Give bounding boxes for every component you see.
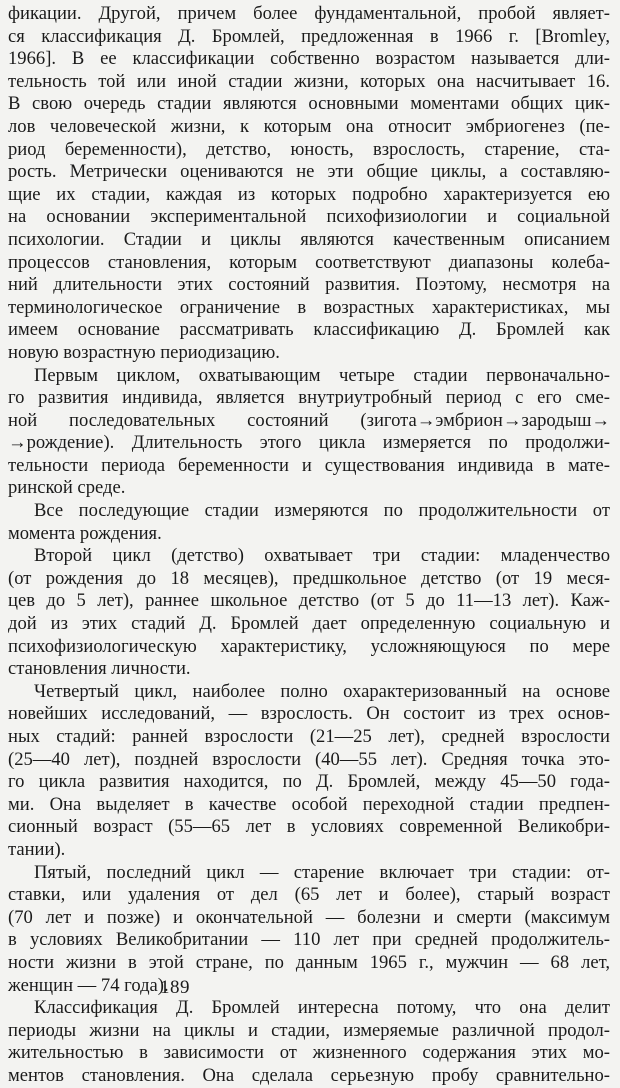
paragraph [8,681,610,862]
text-line: в условиях Великобритании — 110 лет при средней продолжитель- [8,929,610,951]
text-line: ринской среде. [8,477,126,499]
text-line: на основании экспериментальной психофизиологии и социальной [8,206,610,228]
text-line: тельности периода беременности и существования индивида в мате- [8,454,610,476]
page-number: 189 [160,977,190,998]
text-line: ся классификация Д. Бромлей, предложенная в 1966 г. [Bromley, [8,25,610,47]
text-line: новейших исследований, — взрослость. Он состоит из трех основ- [8,703,610,725]
paragraph [8,365,610,501]
paragraph [8,545,610,681]
text-line: Пятый, последний цикл — старение включает три стадии: от- [34,861,610,883]
text-line: (от рождения до 18 месяцев), предшкольное детство (от 19 меся- [8,567,610,589]
text-line: ной последовательных состояний (зигота→эмбрион→зародыш→ [8,409,610,431]
text-line: ментов становления. Она сделала серьезную пробу сравнительно- [8,1064,610,1086]
text-line: рость. Метрически оцениваются не эти общие циклы, а составляю- [8,161,610,183]
text-line: 1966]. В ее классификации собственно возрастом называется дли- [8,48,610,70]
text-line: риод беременности), детство, юность, взрослость, старение, ста- [8,138,610,160]
text-line: В свою очередь стадии являются основными моментами общих цик- [8,93,610,115]
text-line: Первым циклом, охватывающим четыре стадии первоначально- [34,364,610,386]
text-line: фикации. Другой, причем более фундаментальной, пробой являет- [8,3,610,24]
paragraph [8,3,610,365]
text-line: периоды жизни на циклы и стадии, измеряемые различной продол- [8,1019,610,1041]
text-line: Четвертый цикл, наиболее полно охарактеризованный на основе [34,680,610,702]
text-line: Второй цикл (детство) охватывает три стадии: младенчество [34,545,610,567]
text-line: ми. Она выделяет в качестве особой переходной стадии предпен- [8,793,610,815]
paragraph [8,500,610,545]
text-line: тельность той или иной стадии жизни, которых она насчитывает 16. [8,70,610,92]
text-line: лов человеческой жизни, к которым она относит эмбриогенез (пе- [8,115,610,137]
text-line: щие их стадии, каждая из которых подробно характеризуется ею [8,183,610,205]
text-line: ний длительности этих состояний развития. Поэтому, несмотря на [8,274,610,296]
body-text [8,3,610,1088]
text-line: го цикла развития находится, по Д. Бромлей, между 45—50 года- [8,771,610,793]
text-line: тании). [8,838,66,860]
text-line: ности жизни в этой стране, по данным 1965 г., мужчин — 68 лет, [8,951,610,973]
paragraph [8,862,610,998]
text-line: Классификация Д. Бромлей интересна потому, что она делит [34,997,610,1019]
text-line: женщин — 74 года). [8,974,169,996]
text-line: (25—40 лет), поздней взрослости (40—55 лет). Средняя точка это- [8,748,610,770]
text-line: новую возрастную периодизацию. [8,341,280,363]
text-line: →рождение). Длительность этого цикла измеряется по продолжи- [8,432,610,454]
text-line: становления личности. [8,658,191,680]
text-line: Все последующие стадии измеряются по продолжительности от [34,500,610,522]
text-line: (70 лет и позже) и окончательной — болезни и смерти (максимум [8,906,610,928]
text-line: ных стадий: ранней взрослости (21—25 лет), средней взрослости [8,726,610,747]
paragraph [8,997,610,1087]
text-line: психологии. Стадии и циклы являются качественным описанием [8,228,610,250]
text-line: го развития индивида, является внутриутробный период с его сме- [8,387,610,409]
text-line: сионный возраст (55—65 лет в условиях современной Великобри- [8,816,610,838]
text-line: процессов становления, которым соответствуют диапазоны колеба- [8,251,610,273]
text-line: терминологическое ограничение в возрастных характеристиках, мы [8,296,610,318]
text-line: дой из этих стадий Д. Бромлей дает определенную социальную и [8,613,610,635]
text-line: ставки, или удаления от дел (65 лет и более), старый возраст [8,884,610,906]
text-line: жительностью в зависимости от жизненного содержания этих мо- [8,1042,610,1064]
text-line: момента рождения. [8,522,162,544]
text-line: психофизиологическую характеристику, усложняющуюся по мере [8,635,610,657]
text-line: цев до 5 лет), раннее школьное детство (от 5 до 11—13 лет). Каж- [8,590,610,612]
text-line: имеем основание рассматривать классификацию Д. Бромлей как [8,319,610,341]
